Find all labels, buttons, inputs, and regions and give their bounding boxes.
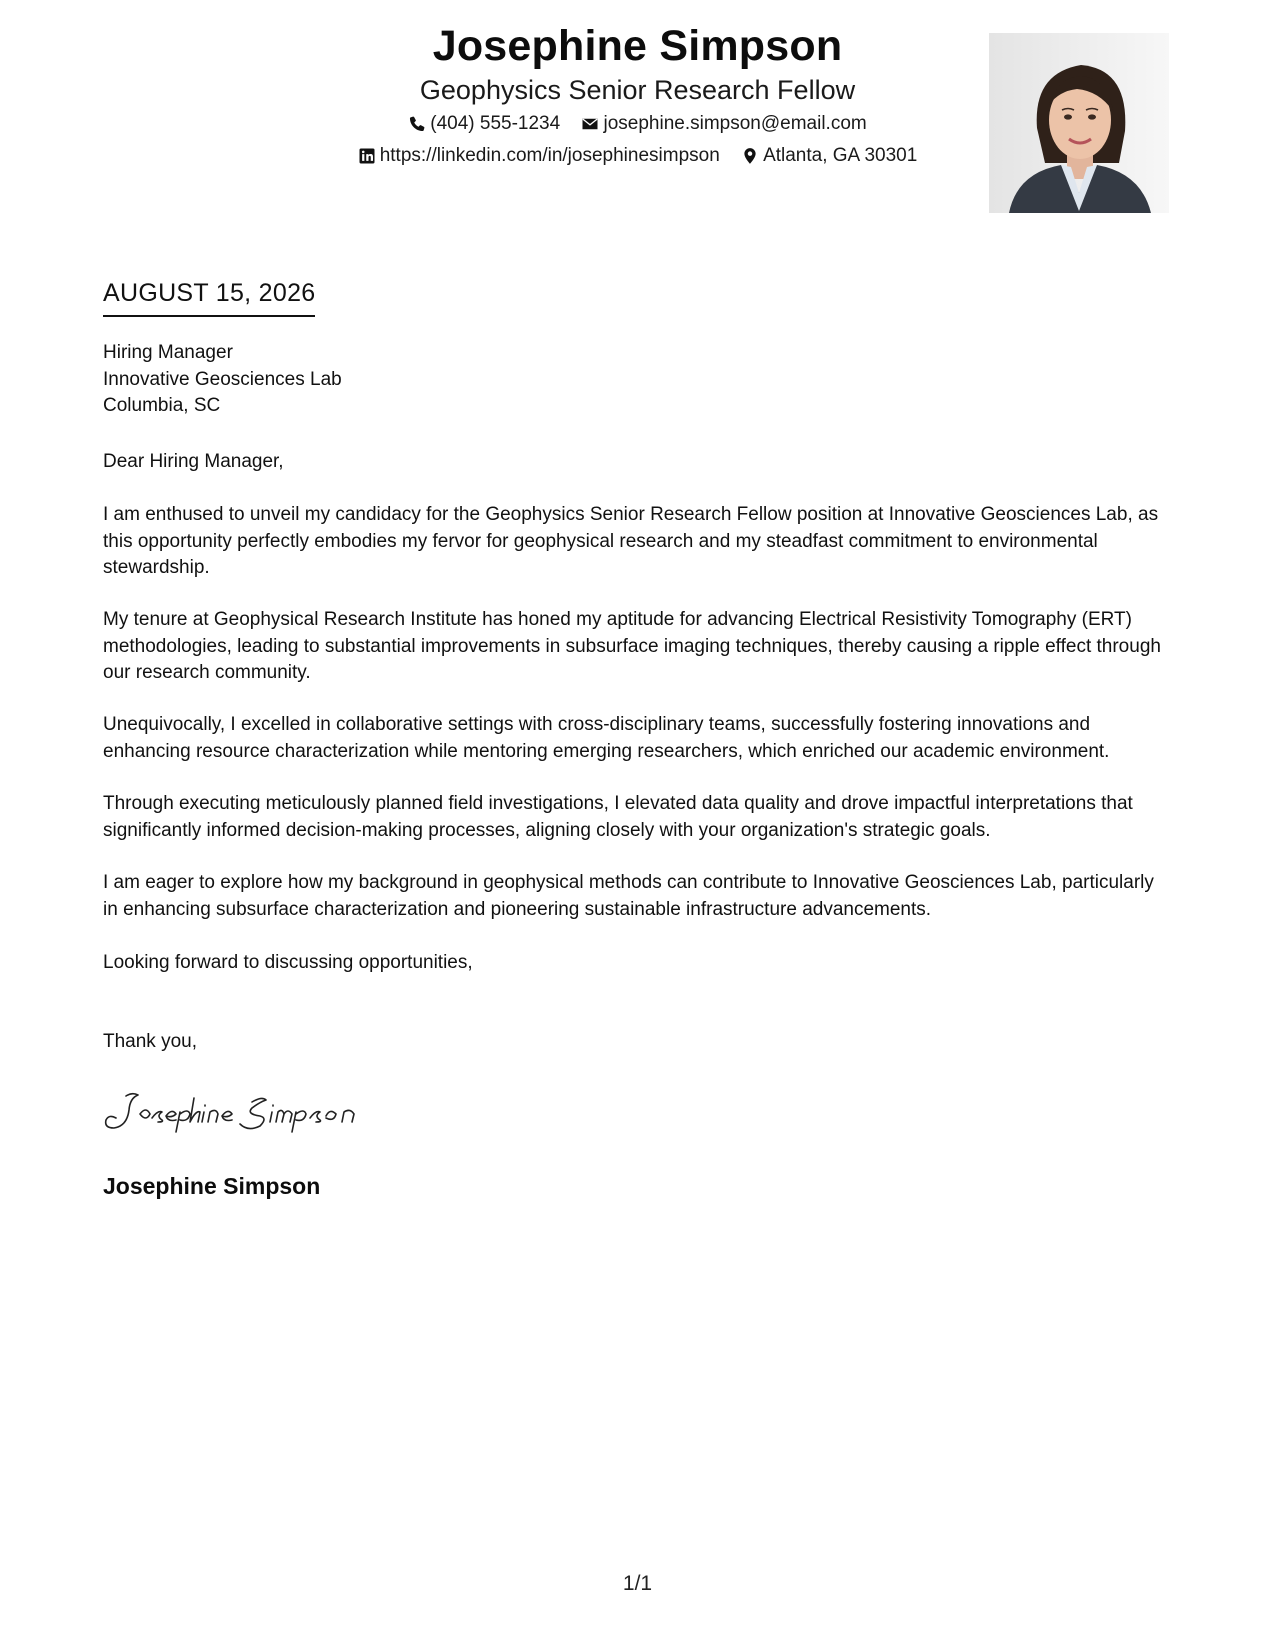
recipient-name: Hiring Manager bbox=[103, 342, 233, 363]
body-paragraph: I am eager to explore how my background in geophysical methods can contribute to Innovative Geosciences Lab, particularly in enhancing subsurface characterization and pioneering sustainable infrastructure advancements. bbox=[103, 872, 1154, 920]
recipient-block bbox=[103, 340, 342, 420]
email-address[interactable]: josephine.simpson@email.com bbox=[603, 113, 867, 134]
handwritten-signature bbox=[100, 1088, 365, 1136]
signed-name: Josephine Simpson bbox=[103, 1173, 321, 1199]
body-paragraph: I am enthused to unveil my candidacy for the Geophysics Senior Research Fellow position at Innovative Geosciences Lab, as this opportunity perfectly embodies my fervor for geophysical research and my steadfast commitment to environmental stewardship. bbox=[103, 504, 1159, 578]
email-contact[interactable] bbox=[581, 113, 866, 135]
letter-date: AUGUST 15, 2026 bbox=[103, 279, 315, 317]
salutation: Dear Hiring Manager, bbox=[103, 451, 284, 472]
recipient-company: Innovative Geosciences Lab bbox=[103, 368, 342, 390]
recipient-location: Columbia, SC bbox=[103, 395, 221, 416]
body-paragraph: My tenure at Geophysical Research Institute has honed my aptitude for advancing Electrical Resistivity Tomography (ERT) methodologies, leading to substantial improvements in subsurface imaging techniques, thereby causing a ripple effect through our research community. bbox=[103, 609, 1161, 683]
body-paragraph: Through executing meticulously planned field investigations, I elevated data quality and drove impactful interpretations that significantly informed decision-making processes, aligning closely with your organization's strategic goals. bbox=[103, 793, 1133, 841]
profile-photo bbox=[989, 33, 1169, 213]
location-text: Atlanta, GA 30301 bbox=[763, 145, 918, 166]
job-title: Geophysics Senior Research Fellow bbox=[419, 75, 856, 105]
thanks-line: Thank you, bbox=[103, 1031, 197, 1052]
location-contact bbox=[741, 145, 917, 167]
phone-icon bbox=[408, 115, 426, 133]
linkedin-icon bbox=[358, 147, 376, 165]
applicant-name: Josephine Simpson bbox=[432, 22, 843, 70]
linkedin-contact[interactable] bbox=[358, 145, 720, 167]
body-paragraph: Unequivocally, I excelled in collaborative settings with cross-disciplinary teams, successfully fostering innovations and enhancing resource characterization while mentoring emerging researchers, which enriched our academic environment. bbox=[103, 714, 1110, 762]
closing-line: Looking forward to discussing opportunities, bbox=[103, 952, 473, 973]
envelope-icon bbox=[581, 115, 599, 133]
phone-contact bbox=[408, 113, 560, 135]
linkedin-url[interactable]: https://linkedin.com/in/josephinesimpson bbox=[379, 145, 720, 166]
phone-number: (404) 555-1234 bbox=[430, 113, 561, 134]
page-number: 1/1 bbox=[622, 1572, 653, 1595]
map-pin-icon bbox=[741, 147, 759, 165]
